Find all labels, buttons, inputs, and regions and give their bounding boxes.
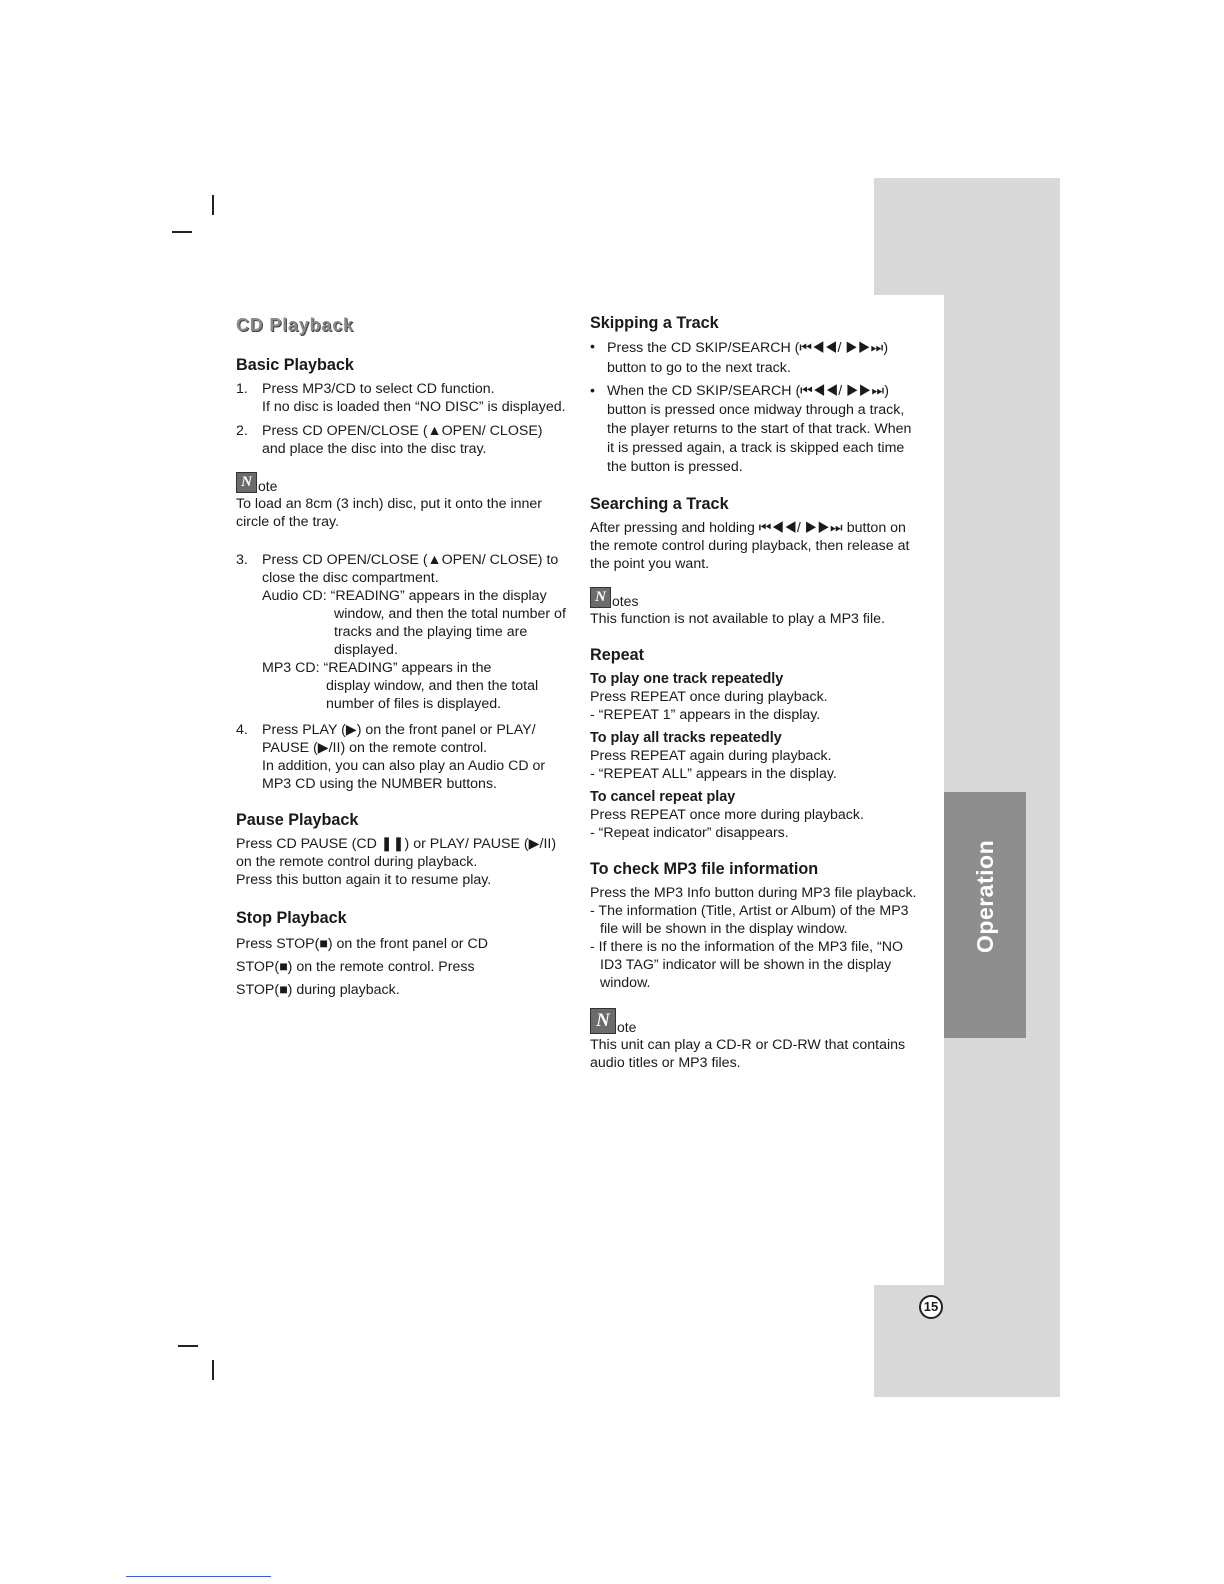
- note-label: ote: [258, 478, 278, 494]
- note-text: This function is not available to play a MP3 file.: [590, 611, 885, 627]
- note-text: This unit can play a CD-R or CD-RW that contains audio titles or MP3 files.: [590, 1037, 906, 1071]
- item-number: 3.: [236, 552, 248, 568]
- stop-playback-section: [236, 909, 570, 1002]
- note-label: ote: [617, 1019, 637, 1035]
- note-label: otes: [612, 593, 639, 609]
- section-heading: Skipping a Track: [590, 314, 719, 332]
- note-header: [590, 587, 920, 608]
- item-number: 1.: [236, 381, 248, 397]
- body-text: Press CD PAUSE (CD ❚❚) or PLAY/ PAUSE (▶/II) on the remote control during playback.: [236, 836, 557, 870]
- page-title: CD Playback: [236, 315, 354, 335]
- section-heading: Basic Playback: [236, 356, 354, 374]
- section-heading: To check MP3 file information: [590, 860, 819, 878]
- basic-playback-cont: [236, 551, 570, 793]
- item-text: Press CD OPEN/CLOSE (▲OPEN/ CLOSE) to close the disc compartment.: [262, 552, 559, 586]
- section-heading: Stop Playback: [236, 909, 347, 927]
- section-tab-label: Operation: [972, 839, 998, 953]
- body-text: - “REPEAT ALL” appears in the display.: [590, 766, 837, 782]
- item-text: Press the CD SKIP/SEARCH (⏮◀◀/ ▶▶⏭) button to go to the next track.: [607, 340, 889, 376]
- item-text: In addition, you can also play an Audio CD or MP3 CD using the NUMBER buttons.: [262, 758, 546, 792]
- item-text: window, and then the total number of tracks and the playing time are displayed.: [334, 606, 566, 658]
- item-number: 4.: [236, 722, 248, 738]
- list-item: [236, 551, 570, 713]
- note-header: [236, 472, 570, 493]
- note-text: To load an 8cm (3 inch) disc, put it onto the inner circle of the tray.: [236, 496, 542, 530]
- body-text: - “Repeat indicator” disappears.: [590, 825, 789, 841]
- section-heading: Repeat: [590, 646, 644, 664]
- sub-heading: To cancel repeat play: [590, 789, 736, 805]
- crop-mark: [172, 231, 192, 233]
- body-text: STOP(■) during playback.: [236, 982, 400, 998]
- item-text: Press PLAY (▶) on the front panel or PLAY/ PAUSE (▶/II) on the remote control.: [262, 722, 536, 756]
- footer-rule: [126, 1576, 271, 1577]
- body-text: Press STOP(■) on the front panel or CD: [236, 936, 488, 952]
- body-text: STOP(■) on the remote control. Press: [236, 959, 475, 975]
- body-text: - “REPEAT 1” appears in the display.: [590, 707, 821, 723]
- item-text: If no disc is loaded then “NO DISC” is displayed.: [262, 399, 566, 415]
- section-heading: Searching a Track: [590, 495, 729, 513]
- note-icon: N: [590, 1008, 616, 1034]
- page-number: 15: [919, 1295, 943, 1319]
- searching-section: [590, 495, 920, 628]
- body-text: Press REPEAT once more during playback.: [590, 807, 864, 823]
- skipping-section: [590, 314, 920, 477]
- body-text: - The information (Title, Artist or Album) of the MP3 file will be shown in the display window.: [590, 903, 909, 937]
- body-text: After pressing and holding ⏮◀◀/ ▶▶⏭ button on the remote control during playback, then release at the point you want.: [590, 520, 910, 572]
- crop-mark: [212, 195, 214, 215]
- bullet: •: [590, 383, 595, 399]
- body-text: Press REPEAT once during playback.: [590, 689, 828, 705]
- note-header: [590, 1008, 920, 1034]
- sidebar-band: [874, 1285, 1060, 1397]
- list-item: [236, 422, 570, 458]
- list-item: [590, 382, 920, 477]
- list-item: [590, 338, 920, 378]
- item-text: Press CD OPEN/CLOSE (▲OPEN/ CLOSE) and place the disc into the disc tray.: [262, 423, 543, 457]
- body-text: Press the MP3 Info button during MP3 file playback.: [590, 885, 917, 901]
- repeat-section: [590, 646, 920, 842]
- item-number: 2.: [236, 423, 248, 439]
- list-item: [236, 721, 570, 793]
- crop-mark: [178, 1345, 198, 1347]
- item-text: MP3 CD: “READING” appears in the: [262, 660, 492, 676]
- left-column: [236, 316, 570, 1018]
- section-heading: Pause Playback: [236, 811, 359, 829]
- crop-mark: [212, 1360, 214, 1380]
- item-text: display window, and then the total number of files is displayed.: [326, 678, 539, 712]
- bullet: •: [590, 339, 595, 355]
- body-text: Press this button again it to resume play.: [236, 872, 492, 888]
- mp3-info-section: [590, 860, 920, 1072]
- body-text: - If there is no the information of the MP3 file, “NO ID3 TAG” indicator will be shown in the display window.: [590, 939, 904, 991]
- sub-heading: To play all tracks repeatedly: [590, 730, 782, 746]
- item-text: Press MP3/CD to select CD function.: [262, 381, 495, 397]
- pause-playback-section: [236, 811, 570, 889]
- basic-playback-section: [236, 356, 570, 531]
- item-text: When the CD SKIP/SEARCH (⏮◀◀/ ▶▶⏭) button is pressed once midway through a track, the player returns to the start of that track. When it is pressed again, a track is skipped each time the button is pressed.: [607, 383, 912, 475]
- note-icon: N: [590, 587, 611, 608]
- note-icon: N: [236, 472, 257, 493]
- body-text: Press REPEAT again during playback.: [590, 748, 832, 764]
- list-item: [236, 380, 570, 416]
- sub-heading: To play one track repeatedly: [590, 671, 784, 687]
- right-column: [590, 314, 920, 1088]
- item-text: Audio CD: “READING” appears in the display: [262, 588, 547, 604]
- sidebar-band: [944, 295, 1060, 1285]
- sidebar-band: [874, 178, 1060, 295]
